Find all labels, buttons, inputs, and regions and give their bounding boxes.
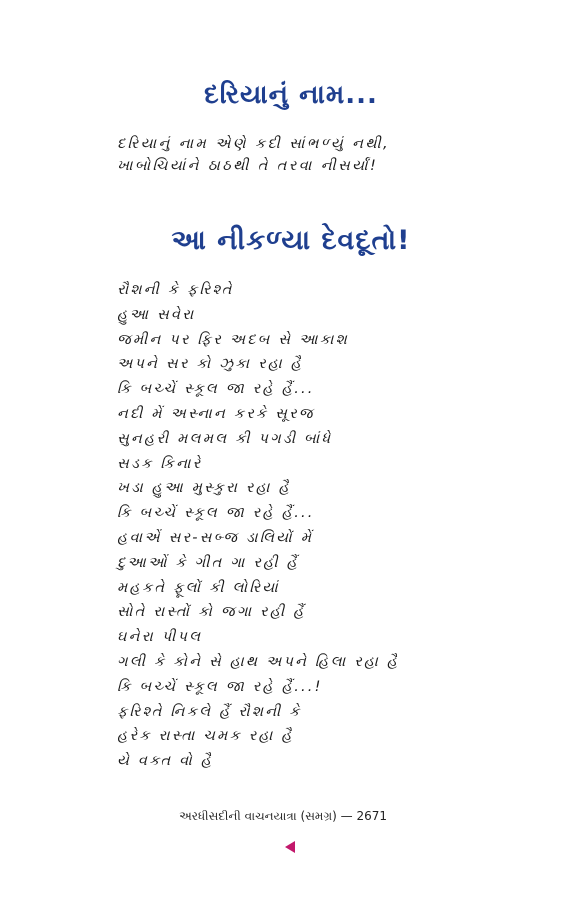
intro-couplet [117,133,390,177]
poem-line: કિ બચ્ચેં સ્કૂલ જા રહે હૈં... [117,381,315,398]
poem-line: હરેક રાસ્તા ચમક રહા હૈ [117,728,294,745]
section-title-devduto: આ નીકળ્યા દેવદૂતો! [171,225,411,256]
section-title-dariyanu-naam: દરિયાનું નામ... [204,80,378,110]
poem-line: સુનહરી મલમલ કી પગડી બાંધે [117,430,333,447]
poem-line: યે વક્ત વો હૈ [117,753,214,770]
page-footer: અરધીસદીની વાચનયાત્રા (સમગ્ર) — 2671 [179,809,387,823]
poem-line: દુઆઓં કે ગીત ગા રહી હૈં [117,554,300,571]
poem-line: હવાએં સર-સબ્જ ડાલિયોં મેં [117,529,314,546]
poem-line: નદી મેં અસ્નાન કરકે સૂરજ [117,405,315,422]
poem-line: જમીન પર ફિર અદબ સે આકાશ [117,331,349,348]
poem-line: મહકતે ફૂલોં કી લોરિયાં [117,579,280,596]
poem-line: હુઆ સવેરા [117,306,196,323]
previous-page-arrow-icon[interactable] [285,841,295,853]
poem-line: કિ બચ્ચેં સ્કૂલ જા રહે હૈં...! [117,678,323,695]
poem-line: અપને સર કો ઝુકા રહા હૈ [117,356,304,373]
intro-line: ખાબોચિયાંને ઠાઠથી તે તરવા નીસર્યાં! [117,158,379,174]
poem-line: ફરિશ્તે નિકલે હૈં રૌશની કે [117,703,302,720]
poem-line: ઘનેરા પીપલ [117,629,203,646]
intro-line: દરિયાનું નામ એણે કદી સાંભળ્યું નથી, [117,136,391,152]
poem-line: સોતે રાસ્તોં કો જગા રહી હૈં [117,604,306,621]
poem-line: રૌશની કે ફરિશ્તે [117,282,234,298]
poem-line: કિ બચ્ચેં સ્કૂલ જા રહે હૈં... [117,505,315,522]
poem-line: ગલી કે કોને સે હાથ અપને હિલા રહા હૈ [117,653,400,670]
poem-line: સડક કિનારે [117,455,203,472]
poem-body [117,278,399,774]
poem-line: ખડા હુઆ મુસ્કુરા રહા હૈ [117,480,291,497]
